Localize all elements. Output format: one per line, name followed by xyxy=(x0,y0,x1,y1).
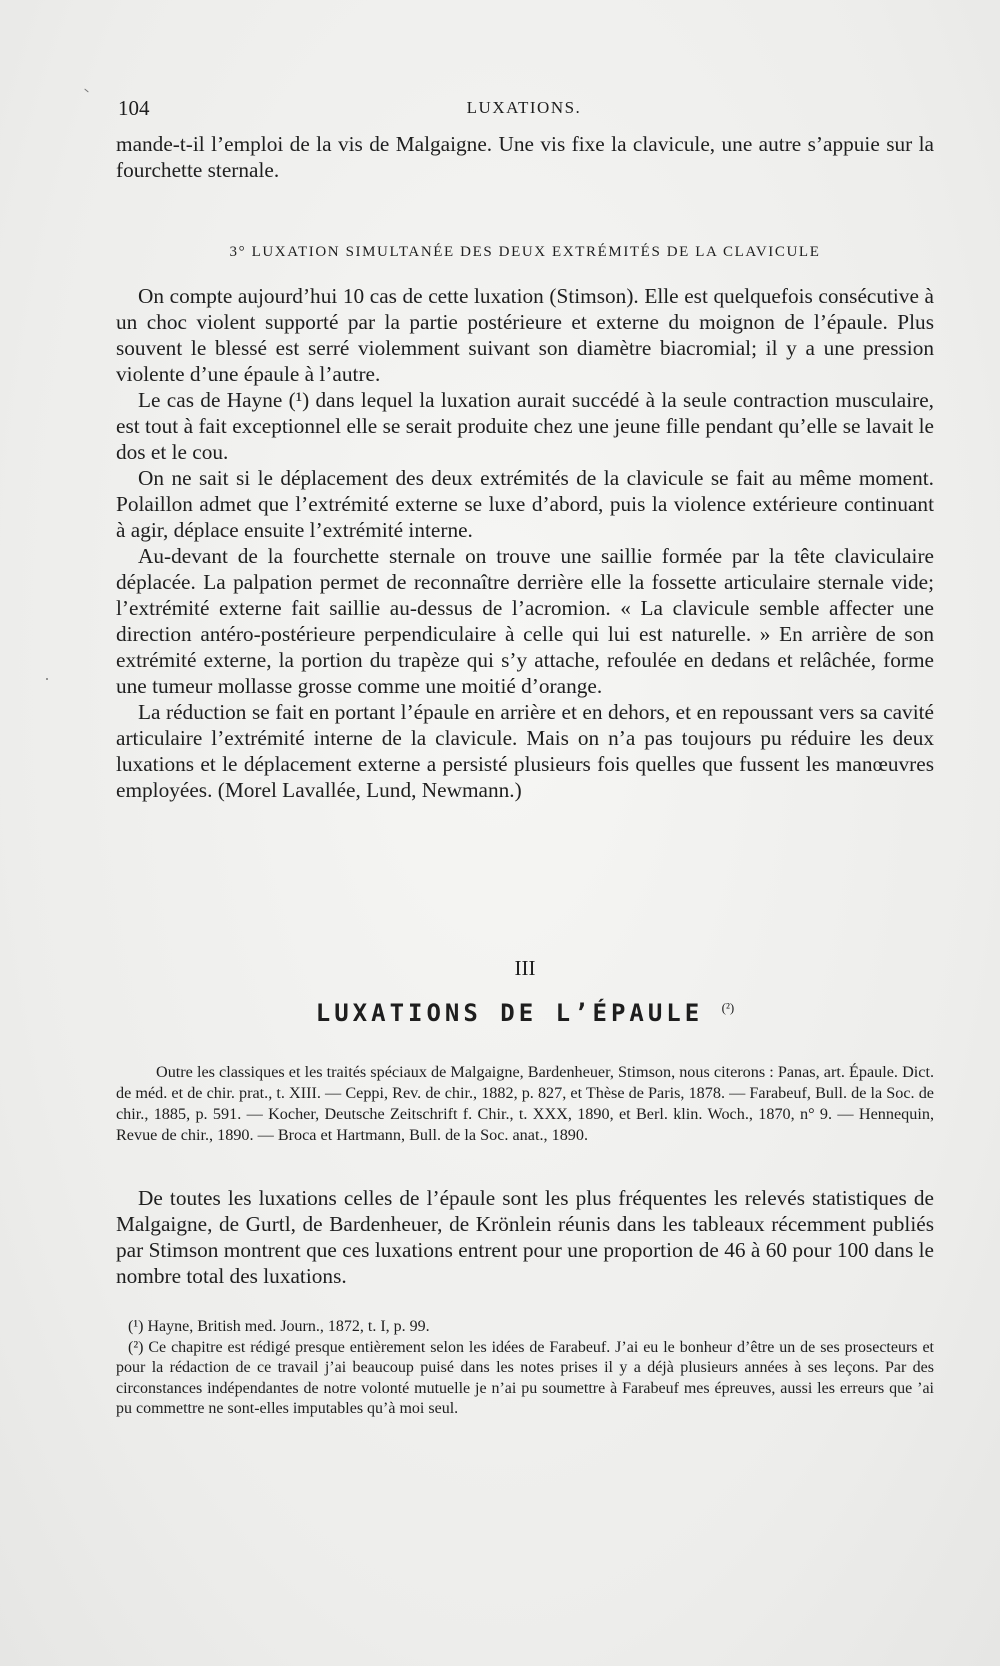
chapter-title-footnote-ref: (²) xyxy=(721,1000,735,1015)
chapter-title xyxy=(116,999,934,1027)
paragraph: On ne sait si le déplacement des deux extrémités de la clavicule se fait au même moment. Polaillon admet que l’extrémité externe se luxe d’abord, puis la violence extérieure continuant à agir, déplace ensuite l’extrémité interne. xyxy=(116,466,934,542)
main-body xyxy=(116,1185,934,1289)
footnote: (²) Ce chapitre est rédigé presque entièrement selon les idées de Farabeuf. J’ai eu le bonheur d’être un de ses prosecteurs et pour la rédaction de ce travail j’ai beaucoup puisé dans les notes prises il y a déjà plusieurs années à ses leçons. Par des circonstances indépendantes de notre volonté mutuelle je n’ai pu soumettre à Farabeuf mes épreuves, aussi les erreurs que ’ai pu commettre ne sont-elles imputables qu’à moi seul. xyxy=(116,1338,934,1417)
chapter-title-text: LUXATIONS DE L’ÉPAULE xyxy=(315,999,704,1027)
footnote: (¹) Hayne, British med. Journ., 1872, t. I, p. 99. xyxy=(128,1318,430,1335)
part-number: III xyxy=(514,956,536,980)
bibliography xyxy=(116,1062,934,1146)
page-number: 104 xyxy=(118,96,150,120)
running-title: LUXATIONS. xyxy=(466,98,582,117)
continued-paragraph: mande-t-il l’emploi de la vis de Malgaigne. Une vis fixe la clavicule, une autre s’appuie sur la fourchette sternale. xyxy=(116,132,934,182)
paragraph: De toutes les luxations celles de l’épaule sont les plus fréquentes les relevés statistiques de Malgaigne, de Gurtl, de Bardenheuer, de Krönlein réunis dans les tableaux récemment publiés par Stimson montrent que ces luxations entrent pour une proportion de 46 à 60 pour 100 dans le nombre total des luxations. xyxy=(116,1186,934,1288)
section-body xyxy=(116,283,934,803)
bibliography-text: Outre les classiques et les traités spéciaux de Malgaigne, Bardenheuer, Stimson, nous citerons : Panas, art. Épaule. Dict. de méd. et de chir. prat., t. XIII. — Ceppi, Rev. de chir., 1882, p. 827, et Thèse de Paris, 1878. — Farabeuf, Bull. de la Soc. de chir., 1885, p. 591. — Kocher, Deutsche Zeitschrift f. Chir., t. XXX, 1890, et Berl. klin. Woch., 1870, n° 9. — Hennequin, Revue de chir., 1890. — Broca et Hartmann, Bull. de la Soc. anat., 1890. xyxy=(116,1063,934,1144)
paragraph: On compte aujourd’hui 10 cas de cette luxation (Stimson). Elle est quelquefois consécutive à un choc violent supporté par la partie postérieure et externe du moignon de l’épaule. Plus souvent le blessé est serré violemment suivant son diamètre biacromial; il y a une pression violente d’une épaule à l’autre. xyxy=(116,284,934,386)
section-heading: 3° LUXATION SIMULTANÉE DES DEUX EXTRÉMITÉS DE LA CLAVICULE xyxy=(229,244,821,260)
paragraph: Au-devant de la fourchette sternale on trouve une saillie formée par la tête claviculaire déplacée. La palpation permet de reconnaître derrière elle la fossette articulaire sternale vide; l’extrémité externe fait saillie au-dessus de l’acromion. « La clavicule semble affecter une direction antéro-postérieure perpendiculaire à celle qui lui est naturelle. » En arrière de son extrémité externe, la portion du trapèze qui s’y attache, refoulée en dedans et relâchée, forme une tumeur mollasse grosse comme une moitié d’orange. xyxy=(116,544,934,698)
ink-speck xyxy=(84,89,88,93)
page-header xyxy=(118,96,930,124)
paragraph: Le cas de Hayne (¹) dans lequel la luxation aurait succédé à la seule contraction musculaire, est tout à fait exceptionnel elle se serait produite chez une jeune fille pendant qu’elle se lavait le dos et le cou. xyxy=(116,388,934,464)
intro-block xyxy=(116,131,934,183)
paragraph: La réduction se fait en portant l’épaule en arrière et en dehors, et en repoussant vers sa cavité articulaire l’extrémité interne de la clavicule. Mais on n’a pas toujours pu réduire les deux luxations et le déplacement externe a persisté plusieurs fois quelles que fussent les manœuvres employées. (Morel Lavallée, Lund, Newmann.) xyxy=(116,700,934,802)
footnotes xyxy=(116,1317,934,1420)
ink-speck xyxy=(46,678,48,680)
